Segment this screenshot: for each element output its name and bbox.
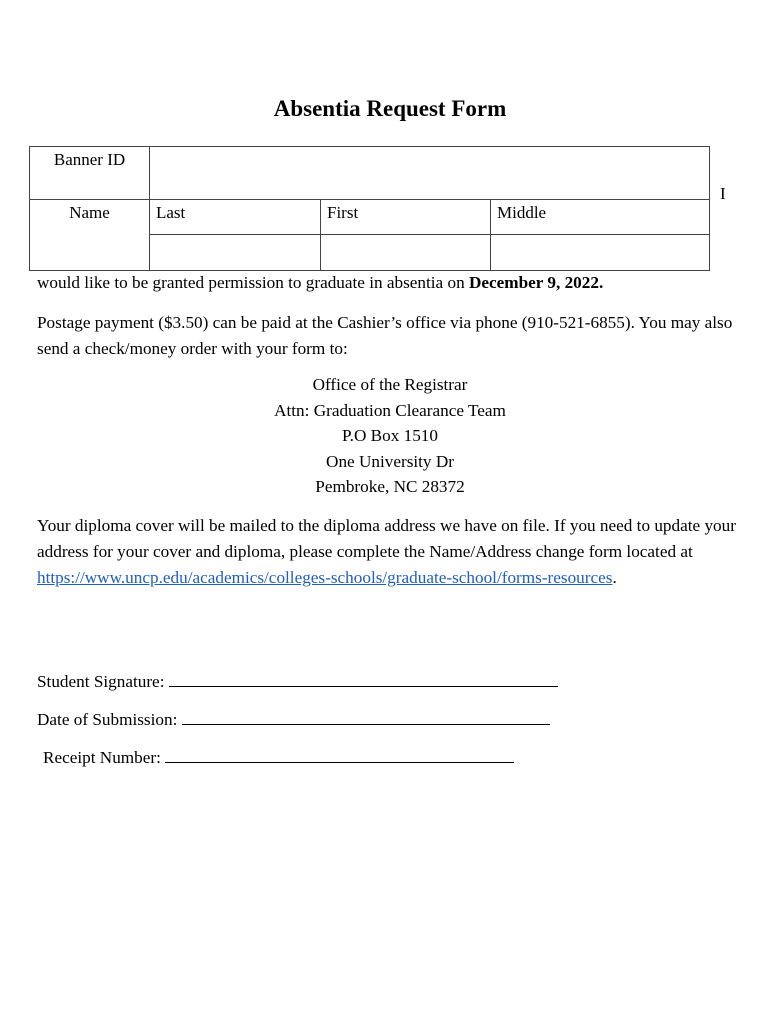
last-name-field[interactable] [150, 235, 321, 271]
address-line-2: Attn: Graduation Clearance Team [274, 400, 506, 420]
date-of-submission-row [37, 708, 550, 730]
forms-resources-link[interactable]: https://www.uncp.edu/academics/colleges-schools/graduate-school/forms-resources [37, 568, 613, 587]
diploma-paragraph-text: Your diploma cover will be mailed to the diploma address we have on file. If you need to update your address for your cover and diploma, please complete the Name/Address change form located at [37, 516, 736, 561]
date-of-submission-line[interactable] [182, 708, 550, 725]
address-line-3: P.O Box 1510 [342, 426, 438, 446]
page-title: Absentia Request Form [273, 96, 507, 121]
first-label: First [321, 200, 491, 235]
mailing-address [0, 372, 770, 500]
name-label: Name [30, 200, 150, 271]
address-line-5: Pembroke, NC 28372 [315, 477, 465, 497]
side-letter-i: I [720, 184, 726, 203]
banner-id-label: Banner ID [30, 147, 150, 200]
receipt-number-row [43, 746, 514, 768]
student-info-table [29, 146, 710, 271]
absentia-statement-text: would like to be granted permission to graduate in absentia on [37, 273, 469, 292]
middle-name-field[interactable] [491, 235, 710, 271]
diploma-paragraph [37, 513, 737, 591]
postage-paragraph: Postage payment ($3.50) can be paid at the Cashier’s office via phone (910-521-6855). You may also send a check/money order with your form to: [37, 313, 733, 358]
receipt-number-line[interactable] [165, 746, 514, 763]
student-signature-row [37, 670, 558, 692]
last-label: Last [150, 200, 321, 235]
banner-id-field[interactable] [150, 147, 710, 200]
student-signature-line[interactable] [169, 670, 558, 687]
receipt-number-label: Receipt Number: [43, 748, 166, 767]
first-name-field[interactable] [321, 235, 491, 271]
student-signature-label: Student Signature: [37, 672, 169, 691]
absentia-statement [37, 270, 737, 296]
address-line-1: Office of the Registrar [312, 375, 468, 394]
graduation-date: December 9, 2022. [468, 273, 604, 292]
middle-label: Middle [491, 200, 710, 235]
date-of-submission-label: Date of Submission: [37, 710, 182, 729]
diploma-paragraph-end: . [612, 568, 617, 587]
address-line-4: One University Dr [326, 451, 454, 471]
